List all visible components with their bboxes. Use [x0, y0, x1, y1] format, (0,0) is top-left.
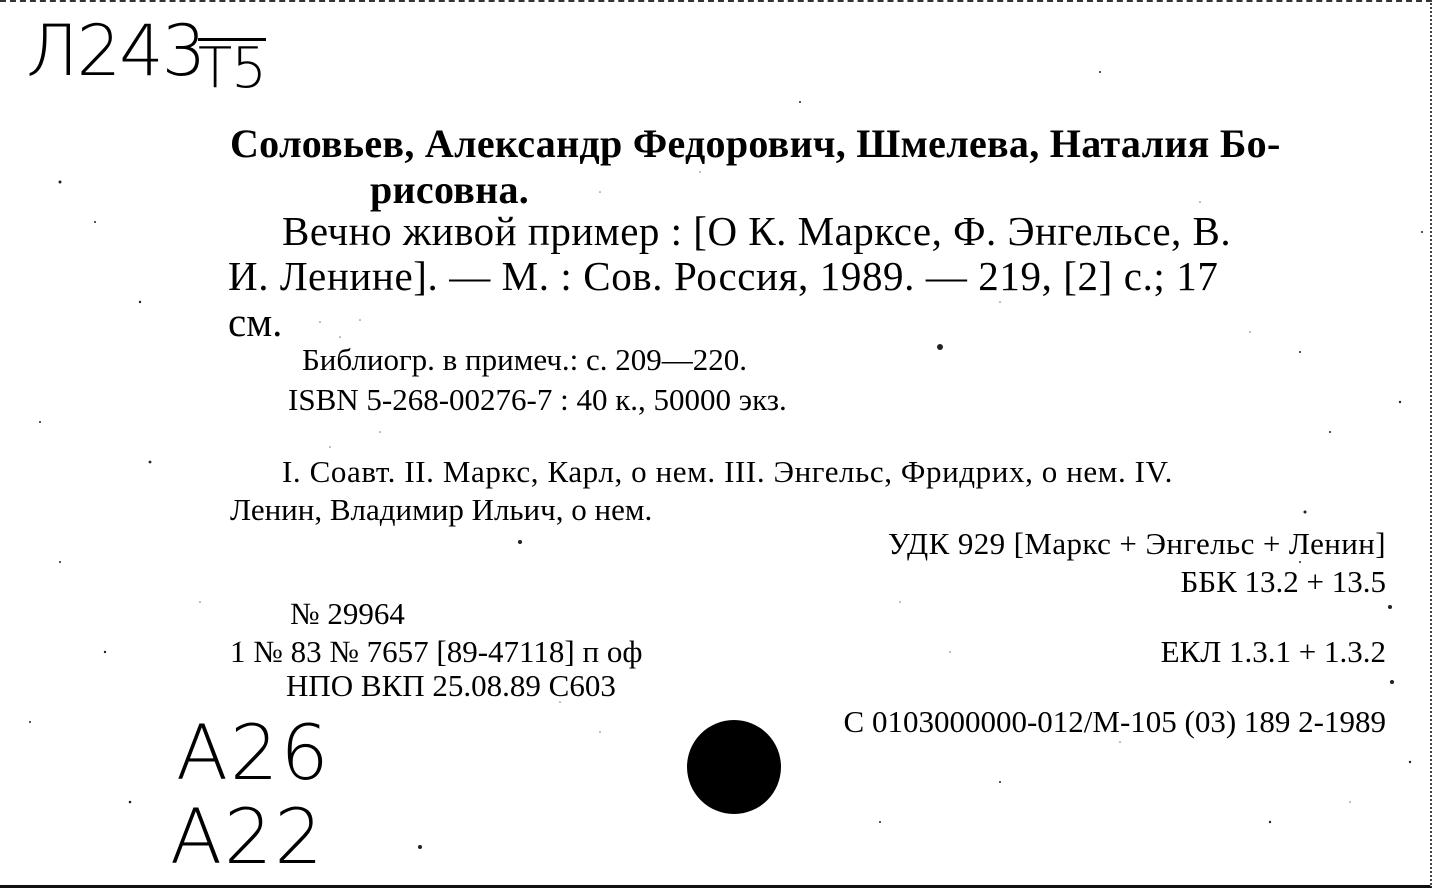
ekl-code: ЕКЛ 1.3.1 + 1.3.2: [1160, 634, 1386, 669]
bbk-code: ББК 13.2 + 13.5: [1180, 564, 1386, 599]
registry-line-3: НПО ВКП 25.08.89 С603: [286, 668, 616, 703]
title-line-3: см.: [228, 299, 283, 345]
handwritten-code-2: А22: [170, 792, 325, 881]
punch-hole: [687, 720, 781, 814]
registry-code: С 0103000000-012/М-105 (03) 189 2-1989: [843, 704, 1386, 739]
author-heading-line-2: рисовна.: [370, 167, 530, 212]
bibliography-note: Библиогр. в примеч.: с. 209—220.: [302, 342, 748, 377]
subject-line-2: Ленин, Владимир Ильич, о нем.: [230, 492, 653, 527]
registry-number: № 29964: [290, 596, 405, 631]
author-heading-line-1: Соловьев, Александр Федорович, Шмелева, Наталия Бо-: [230, 121, 1281, 166]
title-line-1: Вечно живой пример : [О К. Марксе, Ф. Энгельсе, В.: [282, 208, 1232, 254]
handwritten-code-1: А26: [176, 708, 331, 797]
shelf-code-sub: Т5: [198, 36, 266, 101]
isbn-line: ISBN 5-268-00276-7 : 40 к., 50000 экз.: [288, 382, 787, 417]
handwritten-shelf-code: [26, 10, 204, 92]
subject-line-1: I. Соавт. II. Маркс, Карл, о нем. III. Энгельс, Фридрих, о нем. IV.: [282, 454, 1173, 489]
shelf-code-main: Л243: [26, 10, 205, 92]
handwritten-shelf-sub: [198, 36, 266, 101]
udk-code: УДК 929 [Маркс + Энгельс + Ленин]: [887, 526, 1386, 561]
registry-line-2: 1 № 83 № 7657 [89-47118] п оф: [230, 634, 643, 669]
title-line-2: И. Ленине]. — М. : Сов. Россия, 1989. — 219, [2] с.; 17: [228, 253, 1219, 299]
